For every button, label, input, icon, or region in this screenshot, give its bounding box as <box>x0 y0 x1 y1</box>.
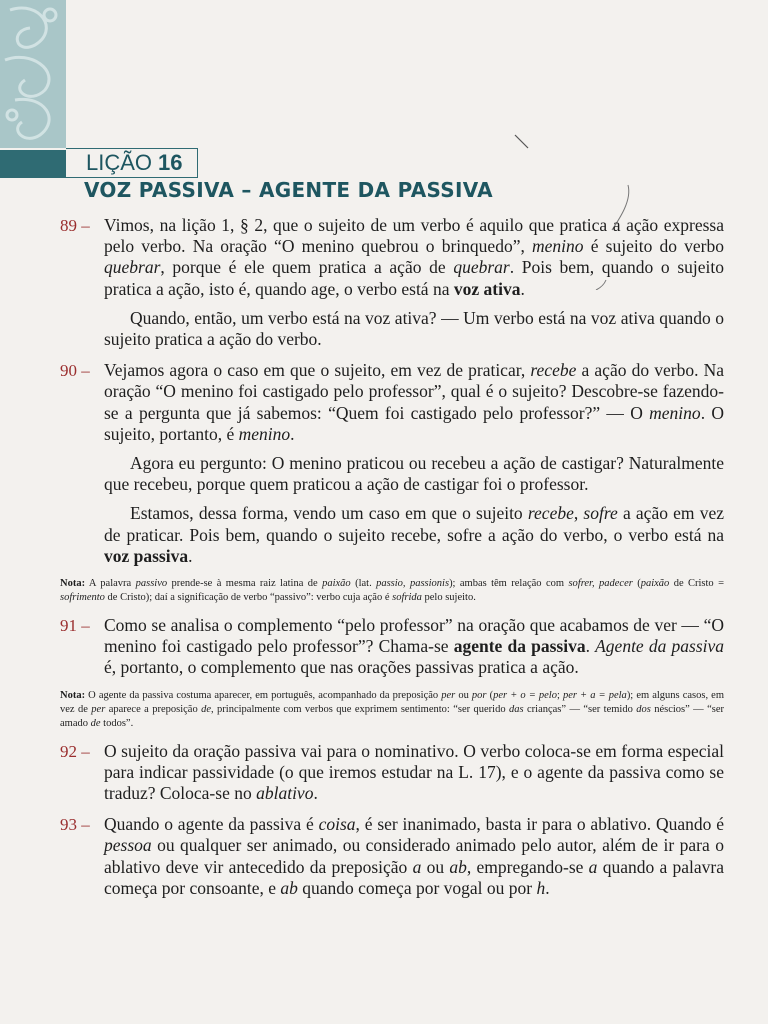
text-run: . <box>585 636 596 657</box>
italic-text: per <box>441 689 456 701</box>
text-run: é, portanto, o complemento que nas orações passivas pratica a ação. <box>104 657 579 678</box>
text-run: todos”. <box>100 717 134 729</box>
body-text <box>104 503 724 567</box>
paragraph-number: 93 – <box>60 815 90 835</box>
bold-text: voz passiva <box>104 545 189 566</box>
italic-text: ablativo <box>256 783 314 804</box>
text-run: prende-se à mesma raiz latina de <box>167 578 323 590</box>
text-run: . <box>520 278 525 299</box>
italic-text: paixão <box>640 578 670 590</box>
italic-text: sofrimento <box>60 592 105 604</box>
footnote <box>60 689 724 731</box>
paragraph-body <box>104 741 724 805</box>
paragraph-body <box>104 615 724 679</box>
italic-text: per <box>91 703 106 715</box>
bold-text: agente da passiva <box>453 636 586 657</box>
paragraph-body <box>104 360 724 567</box>
bold-text: Nota: <box>60 578 86 590</box>
text-run: , principalmente com verbos que exprimem sentimento: “ser querido <box>211 703 509 715</box>
text-run: ou <box>455 689 472 701</box>
numbered-paragraph <box>60 814 724 899</box>
text-run: ou qualquer ser animado, ou considerado animado pelo autor, além de ir para o ablativo deve vir antecedido da preposição <box>104 835 724 877</box>
italic-text: das <box>509 703 524 715</box>
italic-text: recebe <box>530 360 577 381</box>
text-run: é sujeito do verbo <box>583 236 725 257</box>
text-run: . O sujeito, portanto, é <box>104 402 724 444</box>
italic-text: de <box>201 703 212 715</box>
numbered-paragraph <box>60 360 724 567</box>
italic-text: quebrar <box>104 257 161 278</box>
text-run: . <box>188 545 193 566</box>
text-run: a ação do verbo. Na oração “O menino foi castigado pelo professor”, qual é o sujeito? Descobre-se fazendo-se a pergunta que já sabemos: “Quem foi castigado pelo professor?” — O <box>104 360 724 423</box>
text-run: Agora eu pergunto: O menino praticou ou recebeu a ação de castigar? Naturalmente que recebeu, porque quem praticou a ação de castigar foi o professor. <box>104 453 724 495</box>
text-run: Quando o agente da passiva é <box>104 814 319 835</box>
italic-text: a <box>588 856 598 877</box>
italic-text: recebe <box>527 503 574 524</box>
text-run: pelo sujeito. <box>421 592 476 604</box>
body-text <box>104 215 724 300</box>
italic-text: sofrer, padecer <box>568 578 633 590</box>
text-run: O agente da passiva costuma aparecer, em português, acompanhado da preposição <box>85 689 442 701</box>
text-run: . Pois bem, quando o sujeito pratica a ação, isto é, quando age, o verbo está na <box>104 257 724 299</box>
paragraph-body <box>104 215 724 350</box>
bold-text: Nota: <box>60 689 86 701</box>
text-run: quando a palavra começa por consoante, e <box>104 856 724 898</box>
body-text <box>104 308 724 350</box>
footnote <box>60 577 724 605</box>
text-run: , empregando-se <box>466 856 589 877</box>
text-run: de Cristo = <box>669 578 724 590</box>
italic-text: paixão <box>322 578 351 590</box>
text-run: , <box>573 503 584 524</box>
text-run: . <box>290 423 295 444</box>
lesson-title: VOZ PASSIVA – AGENTE DA PASSIVA <box>84 178 493 202</box>
text-run: a ação em vez de praticar. Pois bem, quando o sujeito recebe, sofre a ação do verbo, o verbo está na <box>104 503 725 545</box>
text-run: ( <box>486 689 494 701</box>
text-run: aparece a preposição <box>105 703 202 715</box>
italic-text: per + a = pela <box>562 689 627 701</box>
text-run: Vimos, na lição 1, § 2, que o sujeito de um verbo é aquilo que pratica a ação expressa pelo verbo. Na oração “O menino quebrou o brinquedo”, <box>104 215 724 257</box>
italic-text: menino <box>649 402 701 423</box>
text-run: O sujeito da oração passiva vai para o nominativo. O verbo coloca-se em forma especial para indicar passividade (o que iremos estudar na L. 17), e o agente da passiva como se traduz? Coloca-se no <box>104 740 724 804</box>
body-text <box>104 453 724 495</box>
lesson-label <box>66 148 198 178</box>
text-run: Como se analisa o complemento “pelo professor” na oração que acabamos de ver — “O menino foi castigado pelo professor”? Chama-se <box>104 615 724 657</box>
italic-text: coisa <box>318 814 356 835</box>
body-text <box>104 360 724 445</box>
text-run: de Cristo); daí a significação de verbo “passivo”: verbo cuja ação é <box>104 592 393 604</box>
paragraph-number: 91 – <box>60 616 90 636</box>
paragraph-body <box>104 814 724 899</box>
text-run: Quando, então, um verbo está na voz ativa? — Um verbo está na voz ativa quando o sujeito pratica a ação do verbo. <box>104 307 724 350</box>
italic-text: pessoa <box>104 835 152 856</box>
lesson-accent-bar <box>0 150 66 178</box>
lesson-number: 16 <box>158 150 183 175</box>
text-run: , é ser inanimado, basta ir para o ablativo. Quando é <box>355 814 724 835</box>
paragraph-number: 89 – <box>60 216 90 235</box>
page-text <box>60 215 724 909</box>
text-run: ); em alguns casos, em vez de <box>60 689 725 715</box>
italic-text: ab <box>280 877 298 898</box>
text-run: , porque é ele quem pratica a ação de <box>160 257 454 278</box>
italic-text: menino <box>238 423 291 444</box>
text-run: Estamos, dessa forma, vendo um caso em que o sujeito <box>130 503 528 524</box>
italic-text: a <box>412 856 422 877</box>
text-run: ; <box>556 689 563 701</box>
text-run: quando começa por vogal ou por <box>297 877 537 898</box>
text-run: néscios” — “ser amado <box>60 703 724 729</box>
bold-text: voz ativa <box>453 278 521 299</box>
paragraph-number: 90 – <box>60 361 90 381</box>
text-run: A palavra <box>85 578 136 590</box>
italic-text: por <box>471 689 487 701</box>
text-run: . <box>313 783 318 804</box>
italic-text: menino <box>532 236 584 257</box>
body-text <box>104 741 724 805</box>
numbered-paragraph <box>60 615 724 679</box>
paragraph-number: 92 – <box>60 741 90 761</box>
text-run: (lat. <box>350 578 377 590</box>
text-run: ( <box>632 578 641 590</box>
italic-text: sofrida <box>392 592 422 604</box>
italic-text: quebrar <box>453 257 510 278</box>
numbered-paragraph <box>60 215 724 350</box>
text-run: ou <box>421 856 450 877</box>
text-run: crianças” — “ser temido <box>523 703 637 715</box>
italic-text: sofre <box>583 503 618 524</box>
numbered-paragraph <box>60 741 724 805</box>
floral-ornament-icon <box>0 0 66 148</box>
italic-text: passio, passionis <box>376 578 450 590</box>
body-text <box>104 615 724 679</box>
text-run: . <box>545 877 550 898</box>
italic-text: passivo <box>135 578 168 590</box>
italic-text: per + o = pelo <box>493 689 557 701</box>
italic-text: Agente da passiva <box>595 636 725 657</box>
italic-text: ab <box>449 856 467 877</box>
italic-text: h <box>536 877 546 898</box>
italic-text: dos <box>636 703 651 715</box>
italic-text: de <box>90 717 101 729</box>
body-text <box>104 814 724 899</box>
text-run: Vejamos agora o caso em que o sujeito, em vez de praticar, <box>104 360 531 381</box>
text-run: ); ambas têm relação com <box>449 578 569 590</box>
lesson-label-text: LIÇÃO <box>86 150 153 175</box>
